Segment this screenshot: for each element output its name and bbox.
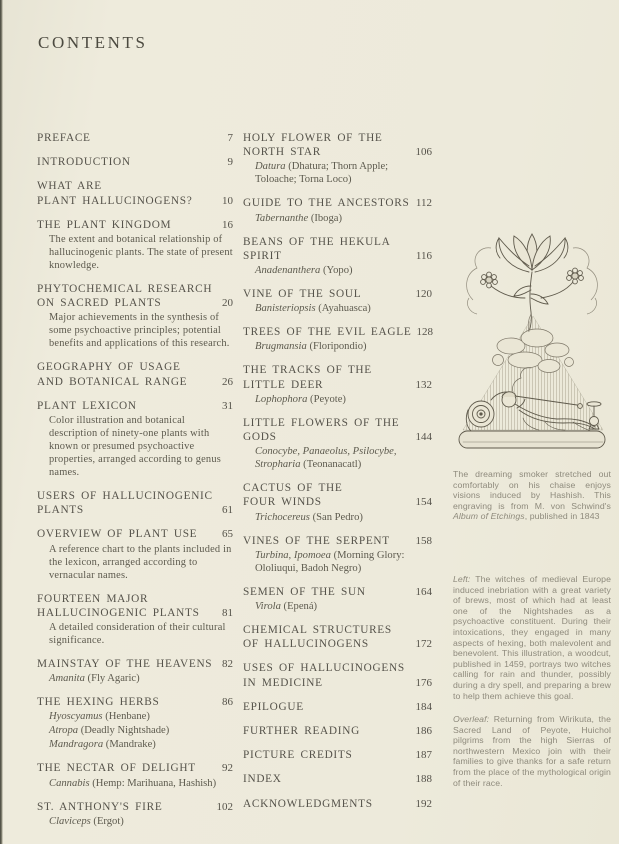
caption-italic-text: Left: [453,573,476,584]
toc-entry-description: A reference chart to the plants included in the lexicon, arranged according to vernacular names. [49,543,232,581]
species-common-name: (Dhatura; Thorn Apple; Toloache; Torna Loco) [255,161,389,186]
toc-entry-title-row [37,360,233,374]
left-rosette-flower [481,272,525,298]
toc-entry-page-number: 16 [222,218,233,231]
toc-entry-title: SEMEN OF THE SUN [243,585,366,598]
toc-entry-title-row [243,676,432,690]
toc-entry-species-line [255,340,432,353]
toc-entry-title-row [243,495,432,509]
toc-entry-page-number: 9 [227,156,233,169]
toc-entry-title: PICTURE CREDITS [243,749,353,762]
toc-entry [243,131,432,186]
species-genus: Turbina, Ipomoea [255,549,331,561]
right-rosette-flower [541,268,583,298]
species-genus: Anadenanthera [255,265,321,277]
toc-entry-page-number: 26 [222,375,233,388]
toc-entry [37,527,233,581]
toc-entry-title-row [37,800,233,814]
toc-entry-title-row [37,503,233,517]
toc-entry-title-row [243,724,432,738]
toc-column-left [37,131,233,838]
toc-entry-title-row [37,296,233,310]
species-common-name: (Morning Glory: Ololiuqui, Badoh Negro) [255,549,405,574]
toc-entry-page-number: 116 [415,249,432,262]
toc-entry-title: USERS OF HALLUCINOGENIC [37,490,213,503]
species-common-name: (Epená) [280,601,318,613]
toc-entry-species-line [255,549,432,575]
toc-entry-species-line [49,672,233,685]
toc-entry-page-number: 154 [415,496,432,509]
toc-entry-description: The extent and botanical relationship of hallucinogenic plants. The state of present knowledge. [49,234,233,272]
toc-entry-title: OF HALLUCINOGENS [243,638,369,651]
caption-italic-text: Album of Etchings [453,511,525,522]
toc-entry-title-row [37,179,233,193]
species-common-name: (Deadly Nightshade) [78,725,170,737]
toc-entry-species-line [255,264,432,277]
toc-entry [37,695,233,751]
species-genus: Datura [255,161,286,173]
toc-entry-title: PLANT HALLUCINOGENS? [37,194,193,207]
toc-entry-page-number: 144 [415,431,432,444]
toc-entry-title: THE NECTAR OF DELIGHT [37,762,196,775]
toc-entry-title-row [37,592,233,606]
toc-entry-title: THE PLANT KINGDOM [37,218,172,231]
caption-italic-text: Overleaf: [453,714,494,725]
species-common-name: (Fly Agaric) [84,673,140,685]
toc-entry-title-row [37,606,233,620]
toc-entry-title: ACKNOWLEDGMENTS [243,797,373,810]
species-common-name: (Floripondio) [306,341,367,353]
toc-entry-page-number: 176 [415,676,432,689]
toc-entry-title: VINES OF THE SERPENT [243,534,390,547]
caption-text: , published in 1843 [524,511,600,522]
toc-entry-title: CACTUS OF THE [243,482,343,495]
toc-entry-title-row [243,797,432,811]
toc-entry-title: VINE OF THE SOUL [243,288,362,301]
toc-entry-title: CHEMICAL STRUCTURES [243,624,392,637]
toc-entry-title: ST. ANTHONY'S FIRE [37,800,163,813]
species-common-name: (Mandrake) [103,739,156,751]
toc-entry-title: PREFACE [37,132,91,144]
toc-entry-title: HALLUCINOGENIC PLANTS [37,606,200,619]
toc-entry-title-row [243,131,432,145]
toc-entry-title-row [37,761,233,775]
toc-entry-title: PLANT LEXICON [37,399,137,412]
toc-entry [243,772,432,786]
toc-entry [243,724,432,738]
toc-entry-page-number: 184 [415,700,432,713]
toc-entry [243,661,432,689]
species-common-name: (Teonanacatl) [300,459,362,471]
toc-entry-title-row [37,399,233,413]
toc-entry [37,761,233,789]
toc-entry-title: INDEX [243,773,282,786]
toc-entry-title: LITTLE FLOWERS OF THE [243,416,400,429]
toc-entry-title: OVERVIEW OF PLANT USE [37,528,198,541]
toc-entry-title: GEOGRAPHY OF USAGE [37,361,181,374]
toc-entry-page-number: 10 [222,194,233,207]
species-common-name: (Ayahuasca) [315,303,371,315]
toc-entry-title: PLANTS [37,504,84,517]
toc-entry-title-row [243,363,432,377]
toc-entry [37,360,233,388]
toc-entry-page-number: 112 [415,197,432,210]
toc-entry-title-row [37,657,233,671]
species-common-name: (Hemp: Marihuana, Hashish) [89,777,217,789]
toc-entry [37,282,233,350]
toc-entry-page-number: 20 [222,297,233,310]
toc-entry-species-line [255,212,432,225]
toc-entry-page-number: 65 [222,528,233,541]
toc-entry-title-row [37,375,233,389]
toc-entry-title-row [243,623,432,637]
toc-entry-title-row [243,416,432,430]
toc-entry-species-line [255,160,432,186]
toc-entry-page-number: 186 [415,725,432,738]
toc-entry-species-line [49,777,233,790]
caption-text: The witches of medieval Europe induced inebriation with a great variety of brews, most of which had at least one of the Nightshades as a psychoactive constituent. During their intoxications, they engaged in many aspects of hexing, both malevolent and benevolent. This illustration, a woodcut, published in 1459, portrays two witches calling for rain and thunder, possibly during a dry spell, and preparing a brew to help them achieve this goal. [453,573,611,701]
toc-entry-species-line [49,815,233,828]
toc-entry-description: Color illustration and botanical description of ninety-one plants with known or presumed psychoactive properties, arranged according to genus names. [49,415,221,479]
toc-entry-title-row [243,145,432,159]
species-common-name: (Iboga) [308,212,342,224]
toc-entry-page-number: 132 [415,378,432,391]
species-genus: Tabernanthe [255,212,309,224]
toc-entry-page-number: 188 [415,773,432,786]
toc-entry-title: ON SACRED PLANTS [37,297,162,310]
toc-entry-title-row [243,661,432,675]
toc-entry [243,797,432,811]
toc-entry-page-number: 92 [222,762,233,775]
toc-entry [37,155,233,169]
species-common-name: (Yopo) [320,265,353,277]
toc-entry-species-line [255,600,432,613]
toc-entry [243,416,432,471]
toc-entry-page-number: 82 [222,658,233,671]
caption-witches-woodcut [453,574,611,701]
toc-entry-title-row [243,534,432,548]
page-spine-edge [0,0,3,844]
caption-smoker-engraving [453,469,611,522]
toc-entry-title: USES OF HALLUCINOGENS [243,662,405,675]
toc-entry-title-row [243,700,432,714]
toc-entry-description: Major achievements in the synthesis of some psychoactive principles; potential benefits and applications of this research. [49,312,230,350]
toc-entry-title: FOURTEEN MAJOR [37,592,149,605]
toc-entry-title: MAINSTAY OF THE HEAVENS [37,658,213,671]
toc-entry-species-line [255,393,432,406]
toc-entry-species-line [255,445,432,471]
toc-entry-page-number: 102 [216,800,233,813]
toc-entry-page-number: 192 [415,797,432,810]
species-genus: Claviceps [49,815,91,827]
toc-entry-title-row [243,481,432,495]
toc-entry-page-number: 86 [222,696,233,709]
toc-entry [37,800,233,828]
caption-overleaf [453,714,611,788]
species-genus: Cannabis [49,777,90,789]
species-genus: Atropa [49,725,79,737]
dreaming-smoker-engraving [453,228,611,464]
toc-entry-page-number: 187 [415,749,432,762]
toc-entry [243,748,432,762]
toc-entry-page-number: 61 [222,504,233,517]
toc-entry-species-line [255,511,432,524]
toc-entry-title: INTRODUCTION [37,156,131,169]
toc-entry-title: BEANS OF THE HEKULA [243,235,391,248]
toc-entry-title-row [37,282,233,296]
toc-entry-page-number: 172 [415,638,432,651]
species-genus: Conocybe, Panaeolus, Psilocybe, Stropharia [255,446,397,471]
toc-entry-title-row [37,695,233,709]
toc-entry-title: TREES OF THE EVIL EAGLE [243,326,412,339]
species-genus: Trichocereus [255,511,310,523]
species-common-name: (San Pedro) [309,511,363,523]
toc-entry-title: AND BOTANICAL RANGE [37,375,188,388]
toc-entry-title-row [37,194,233,208]
toc-entry [243,700,432,714]
toc-entry [243,623,432,651]
toc-entry [243,585,432,613]
toc-entry [37,489,233,517]
species-genus: Banisteriopsis [255,303,316,315]
toc-entry-title: NORTH STAR [243,146,322,159]
toc-entry-title-row [243,748,432,762]
toc-entry-title: EPILOGUE [243,700,304,713]
toc-entry-title: FURTHER READING [243,725,360,738]
toc-entry [243,325,432,353]
species-genus: Mandragora [49,739,104,751]
toc-entry [243,196,432,224]
toc-entry-page-number: 31 [222,399,233,412]
toc-entry [37,179,233,207]
toc-entry [37,592,233,647]
toc-entry-title-row [243,430,432,444]
toc-entry-species-line [255,302,432,315]
species-genus: Lophophora [255,393,308,405]
toc-entry-title-row [243,378,432,392]
toc-entry-title-row [37,131,233,145]
species-genus: Brugmansia [255,341,307,353]
caption-column [453,228,611,797]
toc-entry [37,657,233,685]
toc-entry-title: SPIRIT [243,249,282,262]
toc-column-middle [243,131,432,821]
toc-entry-title-row [37,489,233,503]
toc-entry-species-line [49,724,233,737]
toc-entry-title-row [243,235,432,249]
species-common-name: (Henbane) [102,711,150,723]
toc-entry [243,481,432,523]
toc-entry [243,363,432,405]
caption-text: The dreaming smoker stretched out comfortably on his chaise enjoys visions induced by Hashish. This engraving is from M. von Schwind's [453,469,611,511]
toc-entry-page-number: 7 [227,132,233,144]
toc-entry-page-number: 128 [416,326,433,339]
toc-entry-title: WHAT ARE [37,180,102,193]
toc-entry-title-row [37,527,233,541]
toc-entry-title: LITTLE DEER [243,378,324,391]
toc-entry-page-number: 120 [415,288,432,301]
toc-entry-title-row [243,325,432,339]
toc-entry-title: GUIDE TO THE ANCESTORS [243,197,410,210]
toc-entry-title-row [243,196,432,210]
toc-entry-title-row [243,249,432,263]
toc-entry-page-number: 158 [415,534,432,547]
toc-entry-page-number: 164 [415,585,432,598]
toc-entry [243,235,432,277]
toc-entry [243,534,432,575]
toc-entry-title: PHYTOCHEMICAL RESEARCH [37,283,213,296]
toc-entry-title: FOUR WINDS [243,496,322,509]
toc-entry [37,218,233,272]
toc-entry-title: THE TRACKS OF THE [243,364,372,377]
toc-entry-title: THE HEXING HERBS [37,696,160,709]
toc-entry-title-row [243,772,432,786]
toc-entry-title-row [37,155,233,169]
toc-entry-species-line [49,738,233,751]
toc-entry-title: GODS [243,431,277,444]
toc-entry-title: HOLY FLOWER OF THE [243,132,383,144]
species-genus: Virola [255,601,281,613]
toc-entry-title-row [243,637,432,651]
page-title: CONTENTS [38,33,148,53]
species-genus: Hyoscyamus [49,711,103,723]
toc-entry-title-row [37,218,233,232]
toc-entry [37,131,233,145]
species-common-name: (Peyote) [307,393,346,405]
toc-entry-description: A detailed consideration of their cultural significance. [49,622,226,647]
toc-entry-species-line [49,710,233,723]
toc-entry-page-number: 106 [415,146,432,159]
toc-entry [243,287,432,315]
species-genus: Amanita [49,673,85,685]
toc-entry-title-row [243,287,432,301]
species-common-name: (Ergot) [90,815,124,827]
toc-entry [37,399,233,479]
toc-entry-title-row [243,585,432,599]
caption-text: Returning from Wirikuta, the Sacred Land of Peyote, Huichol pilgrims from the high Sierras of northwestern Mexico join with their families to give thanks for a safe return from the place of the mythological origin of their race. [453,714,611,788]
toc-entry-title: IN MEDICINE [243,676,323,689]
toc-entry-page-number: 81 [222,606,233,619]
